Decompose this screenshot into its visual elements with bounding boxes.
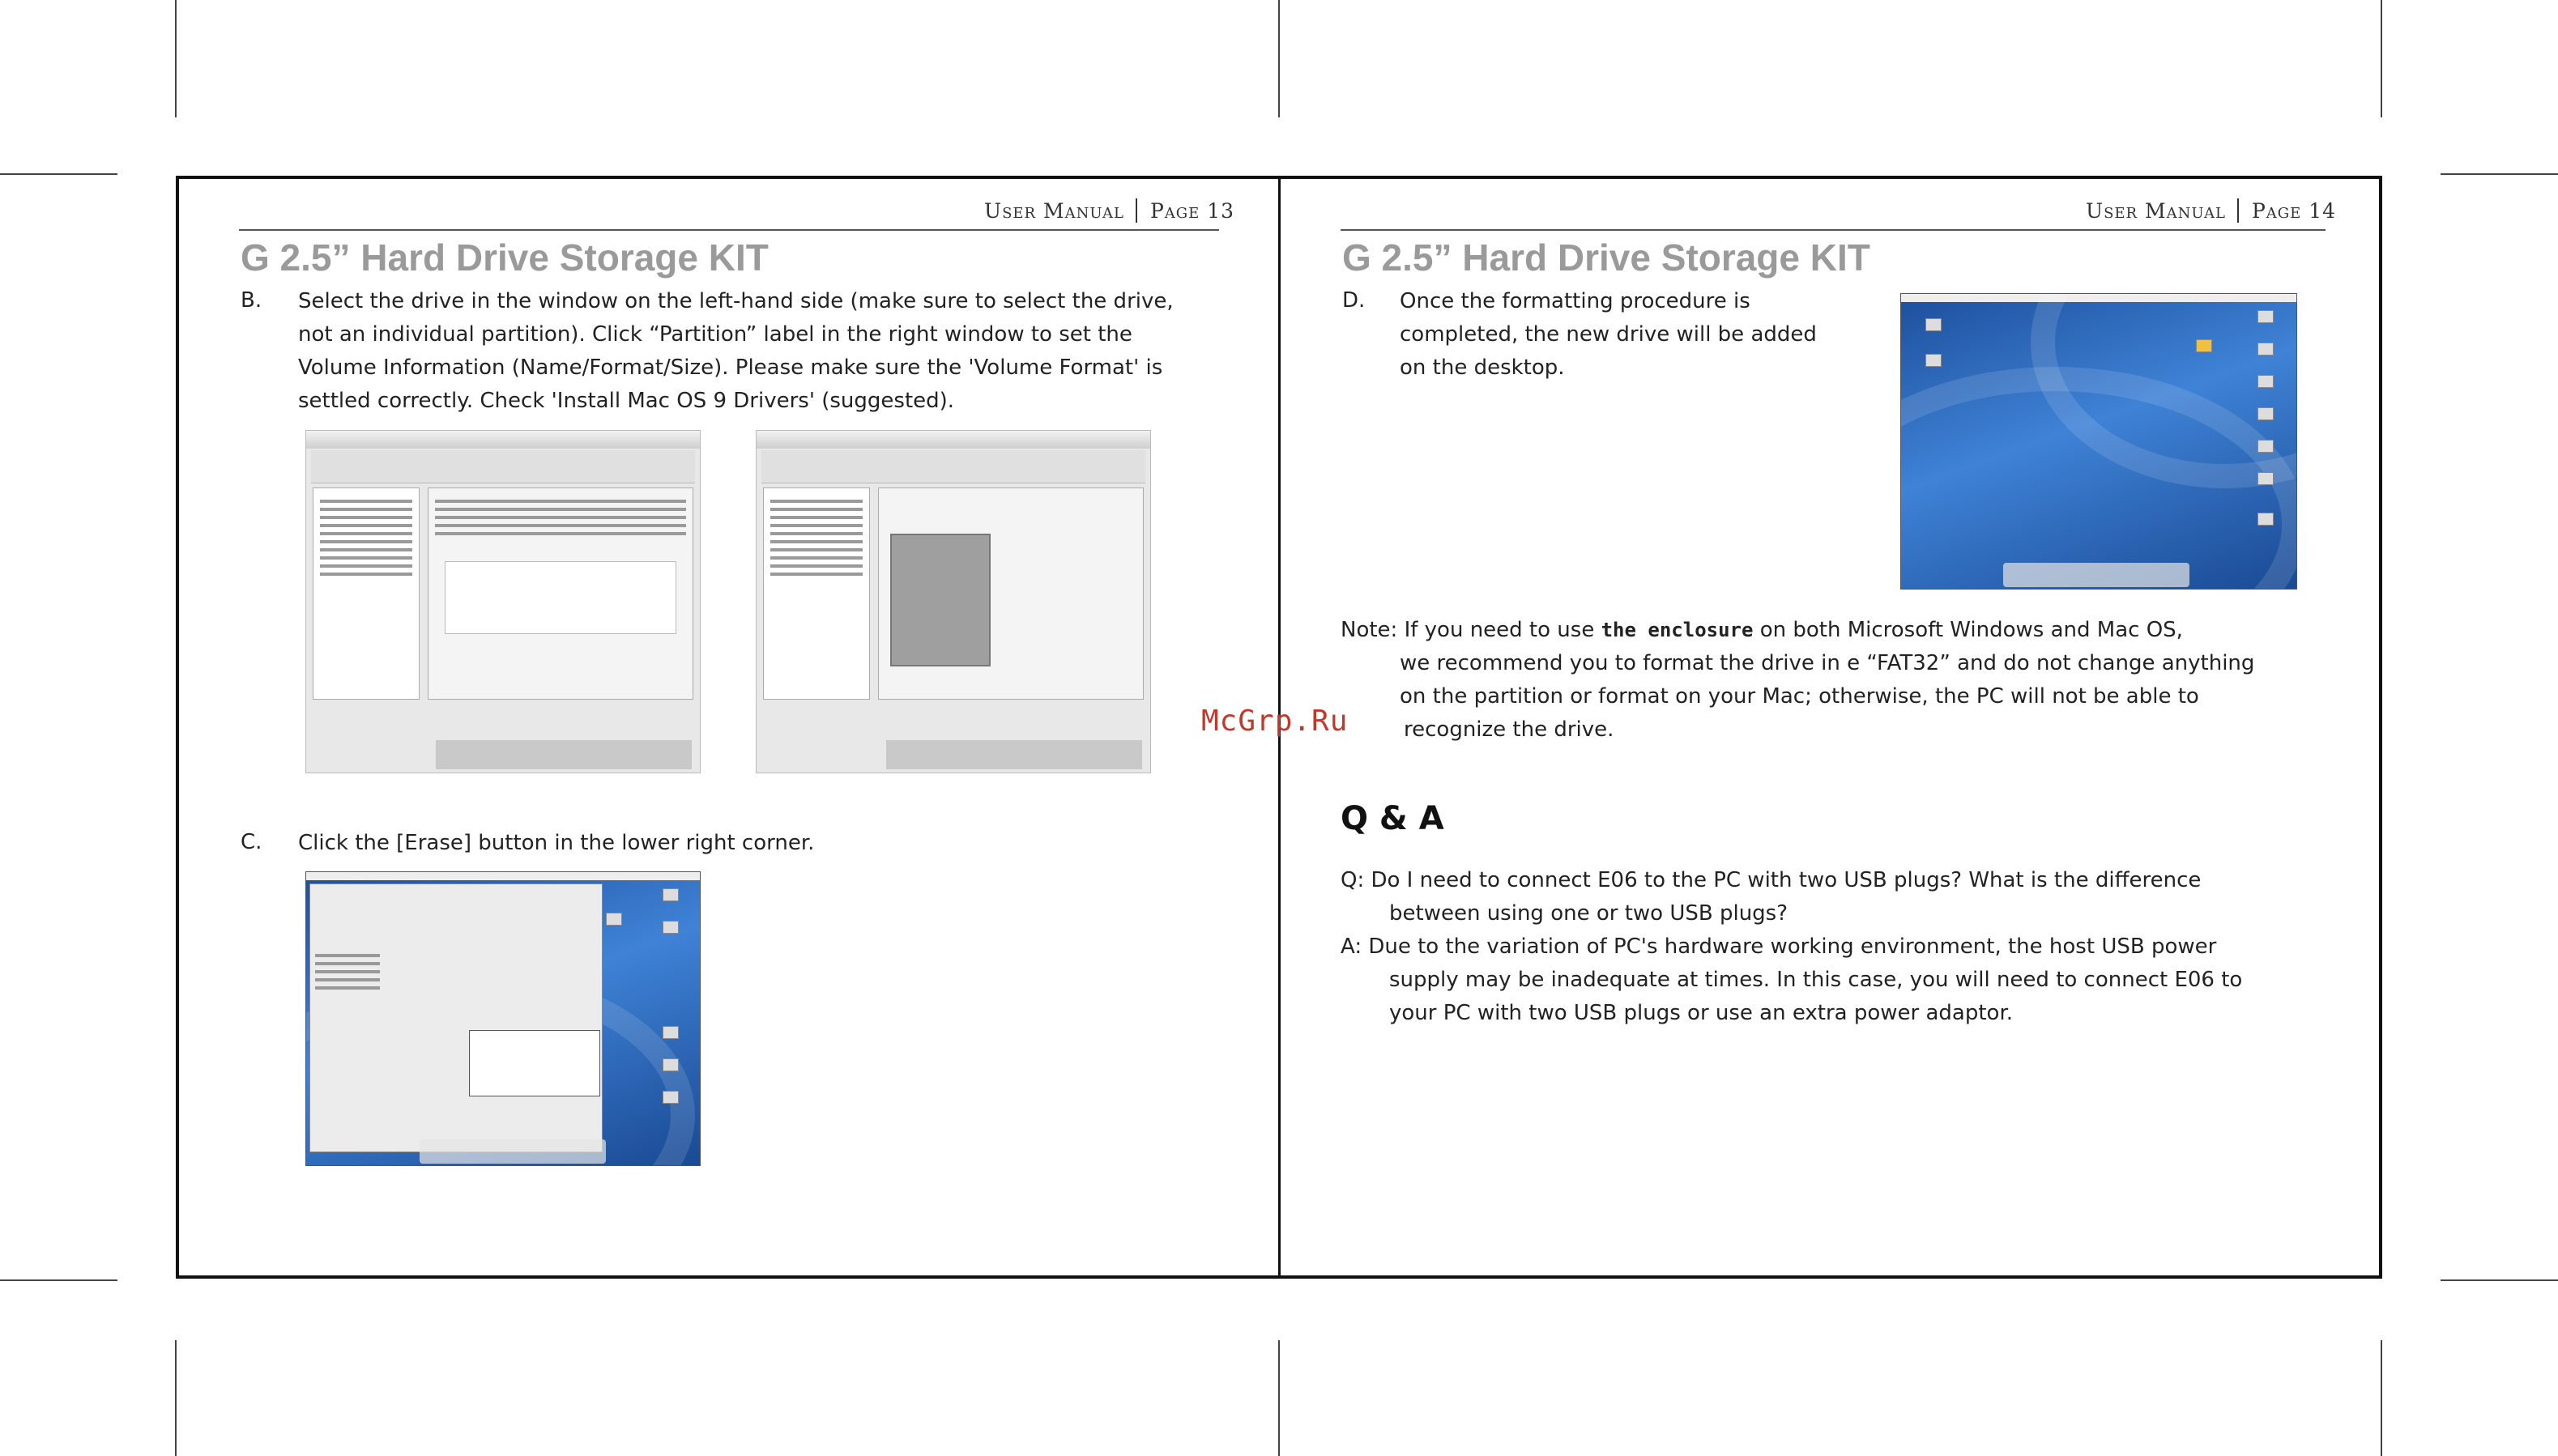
header-rule	[1341, 229, 2326, 231]
answer-line: supply may be inadequate at times. In this case, you will need to connect E06 to	[1389, 968, 2243, 992]
text-line: Once the formatting procedure is	[1400, 289, 1750, 313]
volume-scheme-box	[890, 534, 991, 666]
drive-icon	[2257, 513, 2274, 526]
erase-dialog-screenshot	[305, 871, 701, 1166]
drive-icon	[606, 913, 622, 926]
dock-bar	[436, 740, 692, 769]
page-number: Page 14	[2251, 199, 2337, 223]
page-number: Page 13	[1149, 199, 1235, 223]
drive-list-pane	[763, 487, 870, 700]
drive-icon	[663, 1058, 679, 1071]
text-line: on the desktop.	[1400, 355, 1565, 380]
crop-mark	[0, 173, 117, 175]
answer-line: your PC with two USB plugs or use an extra power adaptor.	[1389, 1001, 2014, 1025]
drive-icon	[2257, 375, 2274, 388]
format-dropdown-menu	[469, 1030, 600, 1096]
crop-mark	[0, 1279, 117, 1281]
header-separator	[1136, 198, 1137, 223]
header-label: User Manual	[984, 199, 1124, 223]
note-prefix: Note: If you need to use	[1341, 618, 1601, 642]
info-text-area	[445, 561, 676, 634]
drive-list-pane	[313, 487, 420, 700]
header-separator	[2237, 198, 2239, 223]
note-line: recognize the drive.	[1404, 717, 1614, 742]
watermark: McGrp.Ru	[1201, 705, 1349, 738]
note-highlight: the enclosure	[1601, 619, 1754, 641]
desktop-new-drive-screenshot	[1900, 293, 2297, 590]
window-toolbar	[761, 450, 1145, 483]
dock-bar	[420, 1139, 606, 1164]
qa-text	[1341, 864, 2345, 1030]
text-line: completed, the new drive will be added	[1400, 322, 1817, 347]
drive-icon	[663, 888, 679, 901]
crop-mark	[2381, 0, 2382, 117]
left-running-header	[984, 198, 1234, 223]
crop-mark	[2381, 1340, 2382, 1456]
document-icon	[1925, 354, 1942, 367]
drive-icon	[663, 1026, 679, 1039]
text-line: settled correctly. Check 'Install Mac OS 9 Drivers' (suggested).	[298, 389, 955, 413]
header-rule	[239, 229, 1219, 231]
window-toolbar	[311, 450, 695, 483]
note-line: on the partition or format on your Mac; otherwise, the PC will not be able to	[1400, 684, 2199, 709]
step-c-text: Click the [Erase] button in the lower right corner.	[298, 831, 815, 855]
left-page-title: G 2.5” Hard Drive Storage KIT	[241, 236, 769, 279]
header-label: User Manual	[2086, 199, 2226, 223]
window-titlebar	[757, 431, 1150, 449]
dock-bar	[886, 740, 1142, 769]
crop-mark	[1278, 0, 1280, 117]
crop-mark	[2441, 1279, 2558, 1281]
text-line: Select the drive in the window on the left-hand side (make sure to select the drive,	[298, 289, 1174, 313]
drive-icon	[663, 921, 679, 934]
question-line: between using one or two USB plugs?	[1389, 901, 1788, 926]
note-line: we recommend you to format the drive in e “FAT32” and do not change anything	[1400, 651, 2255, 675]
drive-icon	[2257, 440, 2274, 453]
step-d-text	[1400, 285, 1886, 385]
disk-utility-window	[309, 883, 603, 1152]
new-drive-icon	[2196, 339, 2212, 352]
info-pane	[428, 487, 693, 700]
right-page-title: G 2.5” Hard Drive Storage KIT	[1342, 236, 1870, 279]
right-running-header	[2086, 198, 2336, 223]
partition-pane	[878, 487, 1144, 700]
step-b-label: B.	[241, 288, 262, 313]
disk-utility-screenshot-info	[305, 430, 701, 773]
note-text	[1341, 614, 2337, 747]
answer-line: A: Due to the variation of PC's hardware working environment, the host USB power	[1341, 934, 2217, 959]
drive-icon	[2257, 310, 2274, 323]
crop-mark	[175, 0, 177, 117]
note-line1-rest: on both Microsoft Windows and Mac OS,	[1753, 618, 2183, 642]
dock-bar	[2003, 563, 2189, 587]
disk-utility-screenshot-partition	[756, 430, 1151, 773]
document-icon	[1925, 318, 1942, 331]
crop-mark	[175, 1340, 177, 1456]
drive-icon	[663, 1091, 679, 1104]
question-line: Q: Do I need to connect E06 to the PC with two USB plugs? What is the difference	[1341, 868, 2202, 892]
crop-mark	[1278, 1340, 1280, 1456]
step-b-text	[298, 285, 1213, 418]
drive-icon	[2257, 407, 2274, 420]
drive-icon	[2257, 343, 2274, 355]
qa-heading: Q & A	[1341, 800, 1444, 837]
text-line: Volume Information (Name/Format/Size). Please make sure the 'Volume Format' is	[298, 355, 1163, 380]
menu-bar	[306, 872, 700, 880]
text-line: not an individual partition). Click “Partition” label in the right window to set the	[298, 322, 1132, 347]
crop-mark	[2441, 173, 2558, 175]
step-c-label: C.	[241, 830, 262, 854]
step-d-label: D.	[1342, 288, 1366, 313]
drive-icon	[2257, 472, 2274, 485]
note-line	[1341, 614, 2337, 647]
window-titlebar	[306, 431, 700, 449]
